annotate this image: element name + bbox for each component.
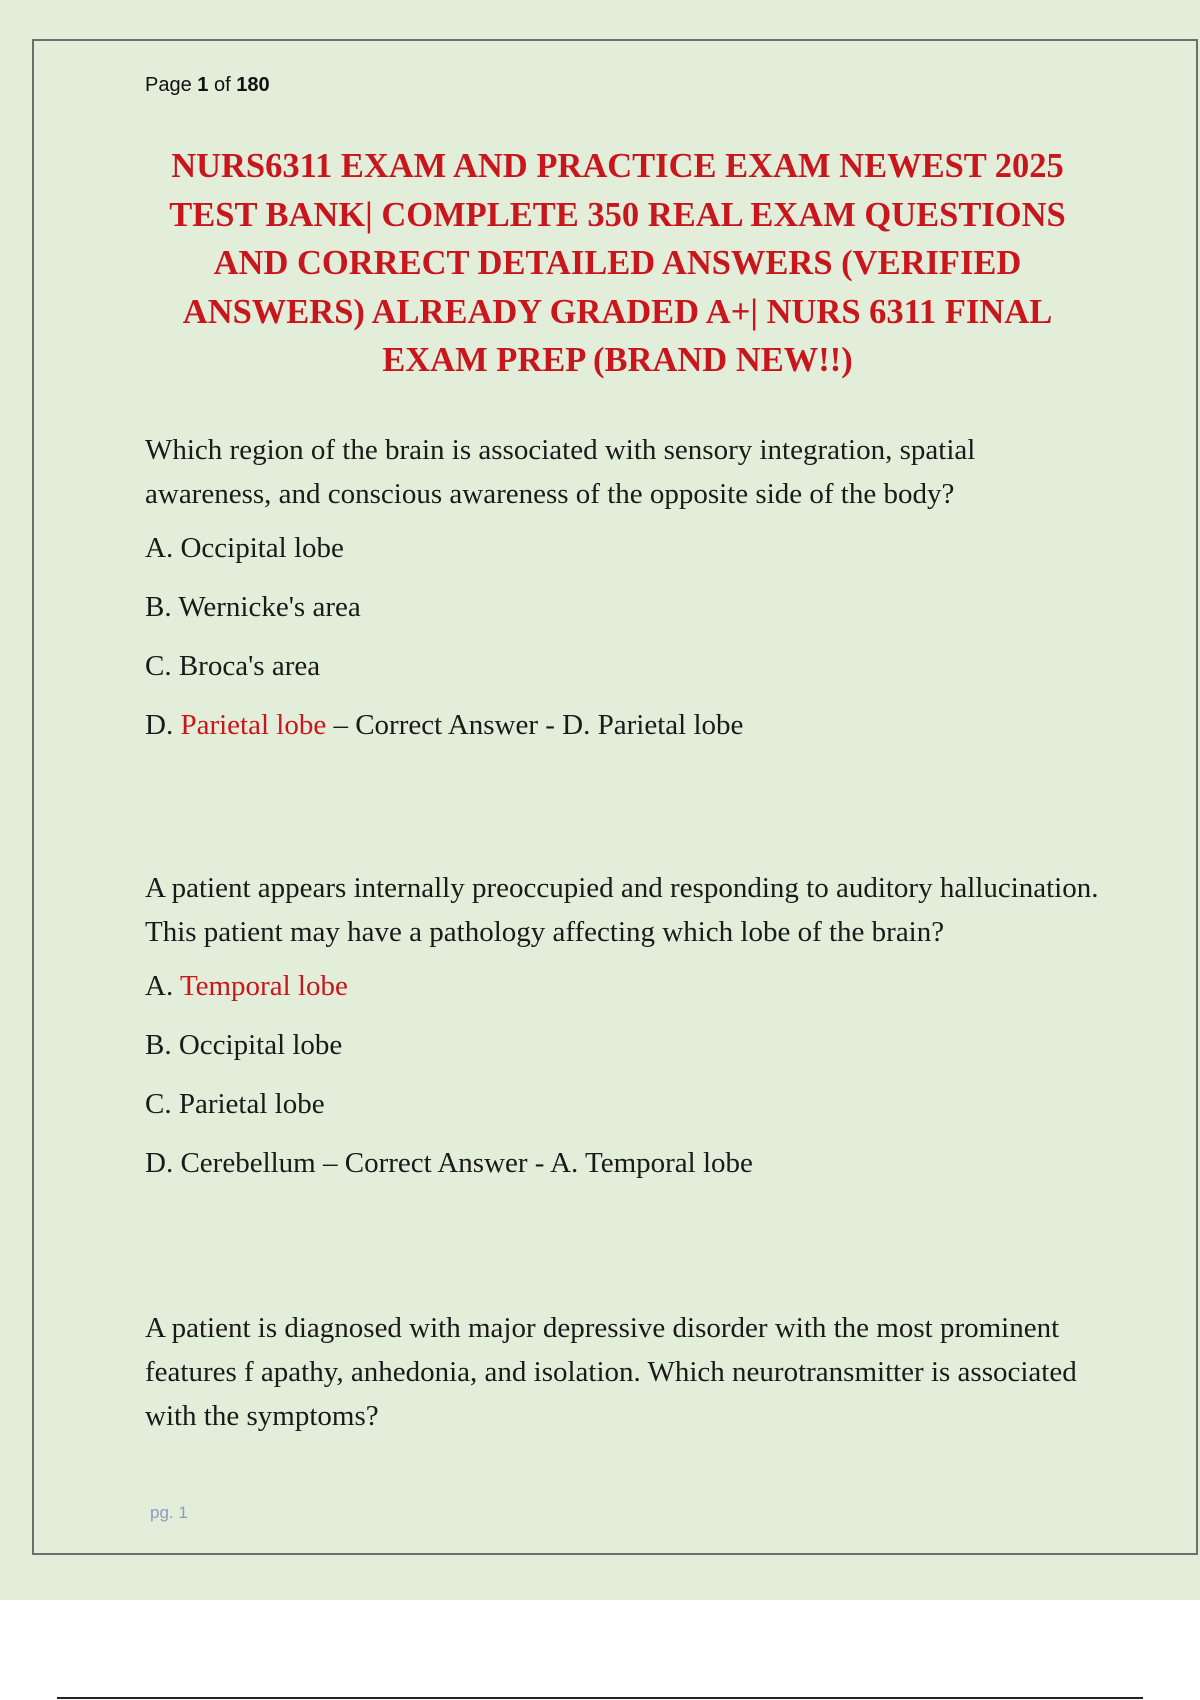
question-1: [145, 428, 1105, 764]
bottom-divider: [57, 1697, 1143, 1699]
question-2: [145, 866, 1105, 1202]
option-b: B. Occipital lobe: [145, 1029, 343, 1061]
correct-answer-note: – Correct Answer - A. Temporal lobe: [323, 1147, 753, 1179]
option-c: C. Parietal lobe: [145, 1088, 325, 1120]
option-a: A. Temporal lobe: [145, 970, 348, 1002]
question-text: A patient appears internally preoccupied and responding to auditory hallucination. This patient may have a pathology affecting which lobe of the brain?: [145, 872, 1099, 948]
option-d: D. Cerebellum – Correct Answer - A. Temporal lobe: [145, 1147, 753, 1179]
page-counter: Page 1 of 180: [145, 74, 270, 96]
question-3: [145, 1306, 1105, 1450]
highlighted-answer: Temporal lobe: [179, 970, 348, 1002]
document-title: NURS6311 EXAM AND PRACTICE EXAM NEWEST 2025 TEST BANK| COMPLETE 350 REAL EXAM QUESTIONS AND CORRECT DETAILED ANSWERS (VERIFIED ANSWERS) ALREADY GRADED A+| NURS 6311 FINAL EXAM PREP (BRAND NEW!!): [169, 147, 1066, 379]
question-text: Which region of the brain is associated with sensory integration, spatial awareness, and conscious awareness of the opposite side of the body?: [145, 434, 976, 510]
highlighted-answer: Parietal lobe: [180, 709, 327, 741]
option-d: D. Parietal lobe – Correct Answer - D. Parietal lobe: [145, 709, 744, 741]
option-b: B. Wernicke's area: [145, 591, 361, 623]
option-c: C. Broca's area: [145, 650, 321, 682]
footer-page-number: pg. 1: [150, 1503, 188, 1522]
correct-answer-note: – Correct Answer - D. Parietal lobe: [333, 709, 744, 741]
option-a: A. Occipital lobe: [145, 532, 344, 564]
question-text: A patient is diagnosed with major depressive disorder with the most prominent features f apathy, anhedonia, and isolation. Which neurotransmitter is associated with the symptoms?: [145, 1312, 1077, 1432]
